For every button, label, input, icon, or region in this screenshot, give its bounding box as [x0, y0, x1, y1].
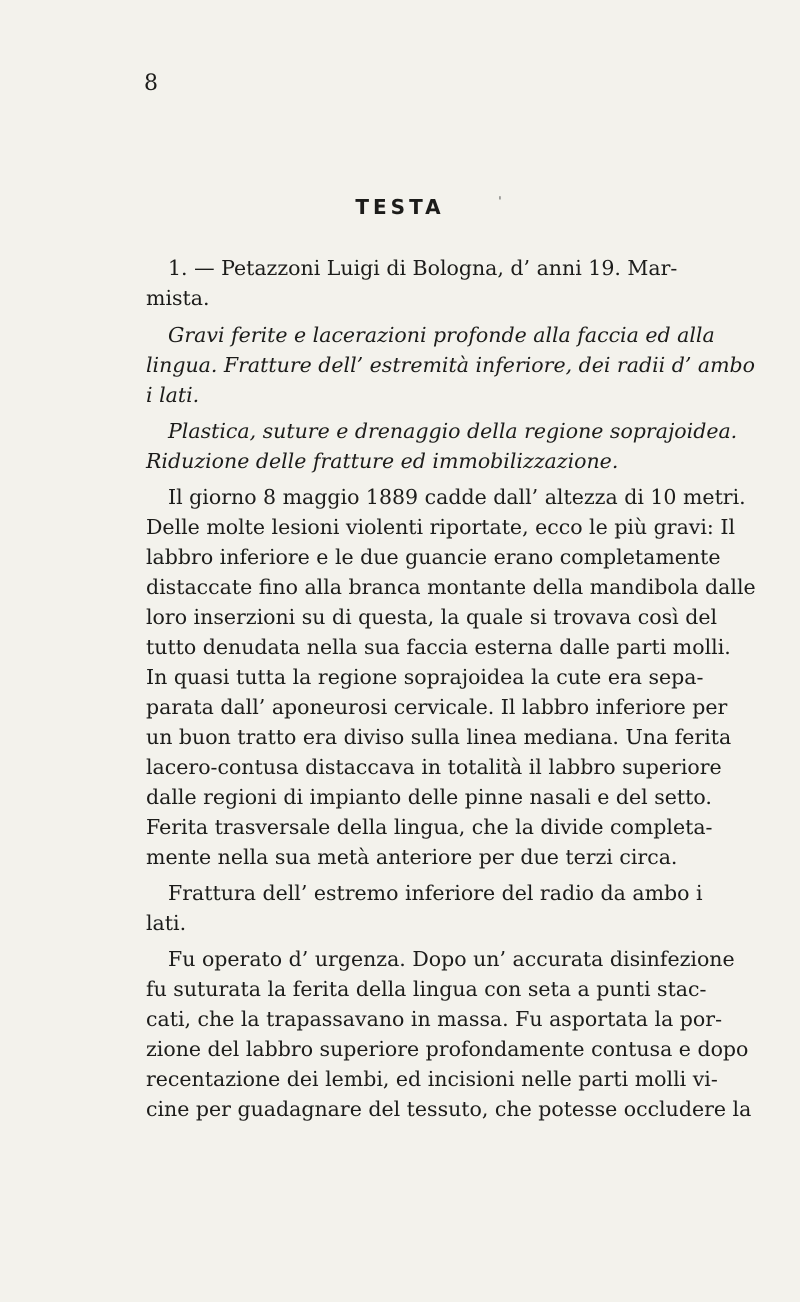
text-line: recentazione dei lembi, ed incisioni nelle parti molli vi-: [146, 1067, 718, 1091]
text-line: dalle regioni di impianto delle pinne nasali e del setto.: [146, 785, 712, 809]
text-line: Delle molte lesioni violenti riportate, ecco le più gravi: Il: [146, 515, 736, 539]
text-line: fu suturata la ferita della lingua con seta a punti stac-: [146, 977, 707, 1001]
text-line: distaccate fino alla branca montante della mandibola dalle: [146, 575, 756, 599]
print-speck-mark: ˌ: [498, 186, 502, 202]
text-line: cine per guadagnare del tessuto, che potesse occludere la: [146, 1097, 752, 1121]
text-line: tutto denudata nella sua faccia esterna dalle parti molli.: [146, 635, 731, 659]
text-line: mente nella sua metà anteriore per due terzi circa.: [146, 845, 678, 869]
text-line: un buon tratto era diviso sulla linea mediana. Una ferita: [146, 725, 732, 749]
treatment-line: Riduzione delle fratture ed immobilizzazione.: [146, 449, 619, 473]
text-line: Ferita trasversale della lingua, che la divide completa-: [146, 815, 713, 839]
text-line: zione del labbro superiore profondamente contusa e dopo: [146, 1037, 749, 1061]
section-title: TESTA: [355, 195, 445, 219]
text-line: lati.: [146, 911, 187, 935]
text-line: parata dall’ aponeurosi cervicale. Il labbro inferiore per: [146, 695, 728, 719]
text-line: Il giorno 8 maggio 1889 cadde dall’ altezza di 10 metri.: [168, 485, 746, 509]
text-line: cati, che la trapassavano in massa. Fu asportata la por-: [146, 1007, 722, 1031]
text-line: labbro inferiore e le due guancie erano completamente: [146, 545, 721, 569]
text-line: Fu operato d’ urgenza. Dopo un’ accurata disinfezione: [168, 947, 735, 971]
text-line: Frattura dell’ estremo inferiore del radio da ambo i: [168, 881, 703, 905]
text-line: 1. — Petazzoni Luigi di Bologna, d’ anni 19. Mar-: [168, 256, 678, 280]
diagnosis-line: lingua. Fratture dell’ estremità inferiore, dei radii d’ ambo: [146, 353, 755, 377]
text-line: In quasi tutta la regione soprajoidea la cute era sepa-: [146, 665, 704, 689]
text-line: lacero-contusa distaccava in totalità il labbro superiore: [146, 755, 722, 779]
page-number: 8: [144, 71, 158, 96]
text-line: mista.: [146, 286, 210, 310]
treatment-line: Plastica, suture e drenaggio della regione soprajoidea.: [168, 419, 738, 443]
text-line: loro inserzioni su di questa, la quale si trovava così del: [146, 605, 718, 629]
diagnosis-line: Gravi ferite e lacerazioni profonde alla faccia ed alla: [168, 323, 715, 347]
diagnosis-line: i lati.: [146, 383, 200, 407]
